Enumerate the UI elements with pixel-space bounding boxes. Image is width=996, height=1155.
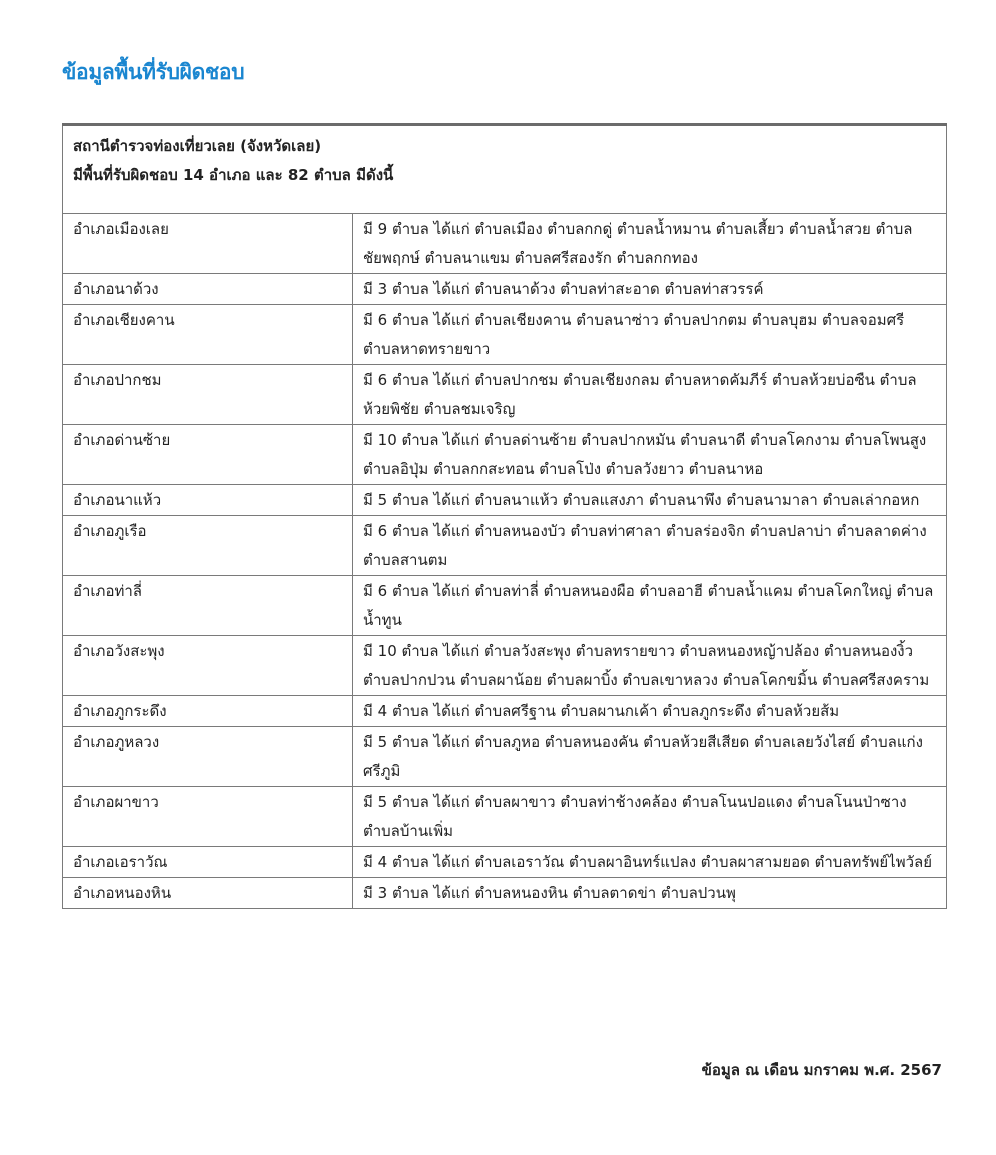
responsibility-area-table xyxy=(62,123,947,909)
subdistricts-cell: มี 4 ตำบล ได้แก่ ตำบลศรีฐาน ตำบลผานกเค้า ตำบลภูกระดึง ตำบลห้วยส้ม xyxy=(353,696,947,727)
subdistricts-cell: มี 5 ตำบล ได้แก่ ตำบลภูหอ ตำบลหนองคัน ตำบลห้วยสีเสียด ตำบลเลยวังไสย์ ตำบลแก่งศรีภูมิ xyxy=(353,727,947,787)
subdistricts-cell: มี 4 ตำบล ได้แก่ ตำบลเอราวัณ ตำบลผาอินทร์แปลง ตำบลผาสามยอด ตำบลทรัพย์ไพวัลย์ xyxy=(353,847,947,878)
subdistricts-cell: มี 6 ตำบล ได้แก่ ตำบลหนองบัว ตำบลท่าศาลา ตำบลร่องจิก ตำบลปลาบ่า ตำบลลาดค่าง ตำบลสานตม xyxy=(353,516,947,576)
area-summary: มีพื้นที่รับผิดชอบ 14 อำเภอ และ 82 ตำบล มีดังนี้ xyxy=(73,166,394,184)
table-header-cell xyxy=(63,125,947,214)
district-cell: อำเภอด่านซ้าย xyxy=(63,425,353,485)
district-cell: อำเภอเชียงคาน xyxy=(63,305,353,365)
district-cell: อำเภอวังสะพุง xyxy=(63,636,353,696)
table-row xyxy=(63,516,947,576)
subdistricts-cell: มี 3 ตำบล ได้แก่ ตำบลนาด้วง ตำบลท่าสะอาด ตำบลท่าสวรรค์ xyxy=(353,274,947,305)
district-cell: อำเภอภูเรือ xyxy=(63,516,353,576)
district-cell: อำเภอเมืองเลย xyxy=(63,214,353,274)
table-row xyxy=(63,485,947,516)
table-row xyxy=(63,847,947,878)
subdistricts-cell: มี 5 ตำบล ได้แก่ ตำบลผาขาว ตำบลท่าช้างคล้อง ตำบลโนนปอแดง ตำบลโนนป่าซาง ตำบลบ้านเพิ่ม xyxy=(353,787,947,847)
district-cell: อำเภอภูหลวง xyxy=(63,727,353,787)
table-row xyxy=(63,576,947,636)
subdistricts-cell: มี 6 ตำบล ได้แก่ ตำบลเชียงคาน ตำบลนาซ่าว ตำบลปากตม ตำบลบุฮม ตำบลจอมศรี ตำบลหาดทรายขาว xyxy=(353,305,947,365)
subdistricts-cell: มี 5 ตำบล ได้แก่ ตำบลนาแห้ว ตำบลแสงภา ตำบลนาพึง ตำบลนามาลา ตำบลเล่ากอหก xyxy=(353,485,947,516)
table-row xyxy=(63,636,947,696)
station-name: สถานีตำรวจท่องเที่ยวเลย (จังหวัดเลย) xyxy=(73,137,322,155)
district-cell: อำเภอท่าลี่ xyxy=(63,576,353,636)
table-row xyxy=(63,365,947,425)
table-row xyxy=(63,727,947,787)
table-header-row xyxy=(63,125,947,214)
table-row xyxy=(63,787,947,847)
page-title: ข้อมูลพื้นที่รับผิดชอบ xyxy=(62,60,245,84)
table-row xyxy=(63,305,947,365)
table-row xyxy=(63,214,947,274)
table-row xyxy=(63,878,947,909)
subdistricts-cell: มี 3 ตำบล ได้แก่ ตำบลหนองหิน ตำบลตาดข่า ตำบลปวนพุ xyxy=(353,878,947,909)
data-date-note: ข้อมูล ณ เดือน มกราคม พ.ศ. 2567 xyxy=(701,1061,942,1079)
district-cell: อำเภอนาแห้ว xyxy=(63,485,353,516)
district-cell: อำเภอหนองหิน xyxy=(63,878,353,909)
district-cell: อำเภอปากชม xyxy=(63,365,353,425)
subdistricts-cell: มี 9 ตำบล ได้แก่ ตำบลเมือง ตำบลกกดู่ ตำบลน้ำหมาน ตำบลเสี้ยว ตำบลน้ำสวย ตำบลชัยพฤกษ์ ตำบลนาแขม ตำบลศรีสองรัก ตำบลกกทอง xyxy=(353,214,947,274)
subdistricts-cell: มี 10 ตำบล ได้แก่ ตำบลวังสะพุง ตำบลทรายขาว ตำบลหนองหญ้าปล้อง ตำบลหนองงิ้ว ตำบลปากปวน ตำบลผาน้อย ตำบลผาบิ้ง ตำบลเขาหลวง ตำบลโคกขมิ้น ตำบลศรีสงคราม xyxy=(353,636,947,696)
subdistricts-cell: มี 10 ตำบล ได้แก่ ตำบลด่านซ้าย ตำบลปากหมัน ตำบลนาดี ตำบลโคกงาม ตำบลโพนสูง ตำบลอิปุ่ม ตำบลกกสะทอน ตำบลโป่ง ตำบลวังยาว ตำบลนาหอ xyxy=(353,425,947,485)
district-cell: อำเภอเอราวัณ xyxy=(63,847,353,878)
district-cell: อำเภอนาด้วง xyxy=(63,274,353,305)
subdistricts-cell: มี 6 ตำบล ได้แก่ ตำบลท่าลี่ ตำบลหนองผือ ตำบลอาฮี ตำบลน้ำแคม ตำบลโคกใหญ่ ตำบลน้ำทูน xyxy=(353,576,947,636)
table-row xyxy=(63,274,947,305)
table-row xyxy=(63,696,947,727)
table-row xyxy=(63,425,947,485)
district-cell: อำเภอผาขาว xyxy=(63,787,353,847)
district-cell: อำเภอภูกระดึง xyxy=(63,696,353,727)
subdistricts-cell: มี 6 ตำบล ได้แก่ ตำบลปากชม ตำบลเชียงกลม ตำบลหาดคัมภีร์ ตำบลห้วยบ่อซืน ตำบลห้วยพิชัย ตำบลชมเจริญ xyxy=(353,365,947,425)
